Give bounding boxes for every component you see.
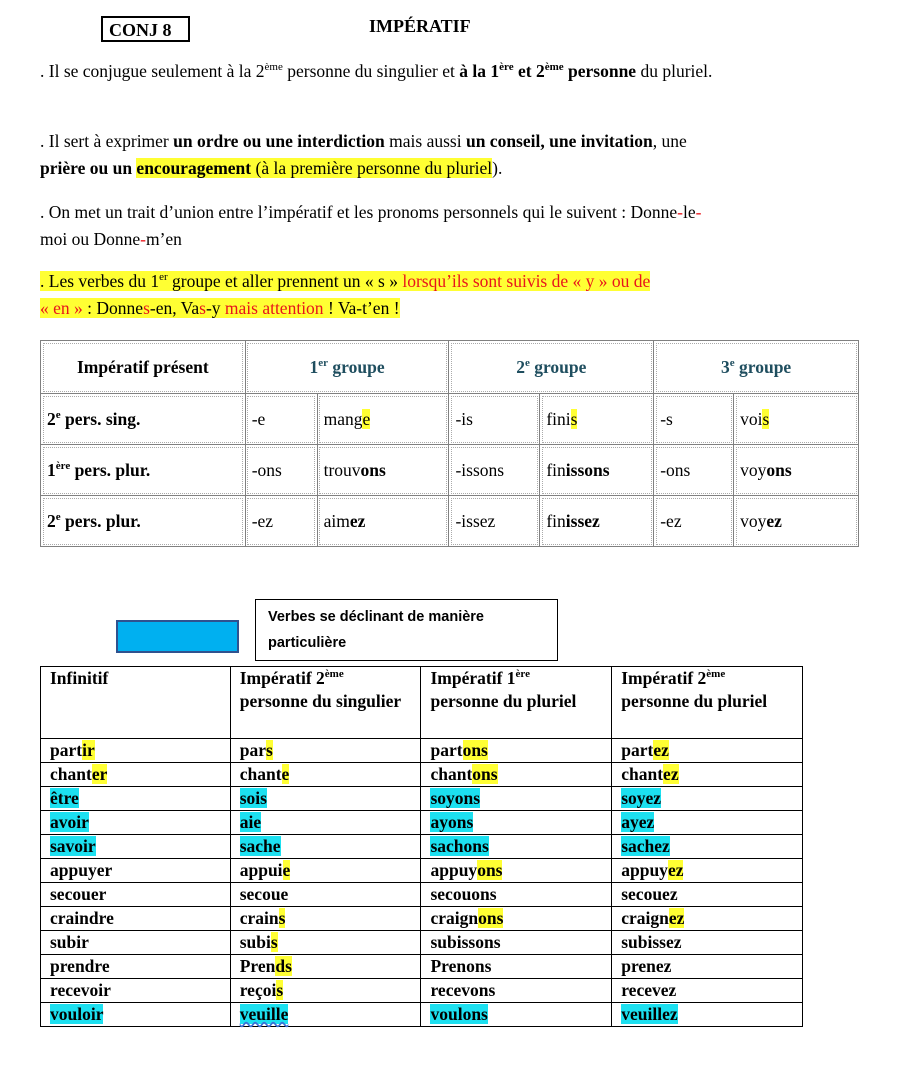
infinitive-cell: subir bbox=[41, 931, 231, 955]
imperative-2p-cell: recevez bbox=[612, 979, 803, 1003]
table-row bbox=[41, 811, 803, 835]
ending-cell: -ons bbox=[245, 445, 317, 496]
ending-cell: -s bbox=[654, 394, 734, 445]
infinitive-cell: prendre bbox=[41, 955, 231, 979]
example-cell: finissons bbox=[540, 445, 654, 496]
text: . Il se conjugue seulement à la 2 bbox=[40, 61, 265, 81]
example-cell: trouvons bbox=[317, 445, 449, 496]
group-header-1: 1er groupe bbox=[245, 341, 449, 394]
imperative-1p-cell: craignons bbox=[421, 907, 612, 931]
imperative-2s-cell: chante bbox=[230, 763, 421, 787]
row-header: 1ère pers. plur. bbox=[41, 445, 246, 496]
text-red: « en » bbox=[40, 298, 88, 318]
table-row bbox=[41, 859, 803, 883]
imperative-2p-cell: veuillez bbox=[612, 1003, 803, 1027]
text: ). bbox=[492, 158, 503, 178]
text: , une bbox=[652, 131, 687, 151]
table-row bbox=[41, 445, 859, 496]
imperative-1p-cell: appuyons bbox=[421, 859, 612, 883]
legend-color-swatch bbox=[116, 620, 239, 653]
paragraph-s-rule bbox=[40, 268, 820, 322]
header-imperative-2s: Impératif 2ème personne du singulier bbox=[230, 667, 421, 739]
table-row bbox=[41, 835, 803, 859]
text: . On met un trait d’union entre l’impératif et les pronoms personnels qui le suivent : Donne bbox=[40, 202, 678, 222]
legend-label: Verbes se déclinant de manière particulière bbox=[255, 599, 558, 661]
text: . Les verbes du 1 bbox=[40, 271, 160, 291]
row-header: 2e pers. plur. bbox=[41, 496, 246, 547]
imperative-1p-cell: partons bbox=[421, 739, 612, 763]
table-row bbox=[41, 787, 803, 811]
imperative-2s-cell: appuie bbox=[230, 859, 421, 883]
infinitive-cell: recevoir bbox=[41, 979, 231, 1003]
table-row bbox=[41, 739, 803, 763]
ending-cell: -e bbox=[245, 394, 317, 445]
corner-cell: Impératif présent bbox=[41, 341, 246, 394]
red-dash: - bbox=[140, 229, 146, 249]
imperative-1p-cell: chantons bbox=[421, 763, 612, 787]
example-cell: finis bbox=[540, 394, 654, 445]
imperative-2p-cell: sachez bbox=[612, 835, 803, 859]
header-infinitive: Infinitif bbox=[41, 667, 231, 739]
imperative-2s-cell: reçois bbox=[230, 979, 421, 1003]
text: . Il sert à exprimer bbox=[40, 131, 174, 151]
irregular-verbs-table bbox=[40, 666, 803, 1027]
ending-cell: -issons bbox=[449, 445, 540, 496]
imperative-2p-cell: soyez bbox=[612, 787, 803, 811]
text-red: lorsqu’ils sont suivis de « y » ou de bbox=[402, 271, 651, 291]
imperative-1p-cell: Prenons bbox=[421, 955, 612, 979]
imperative-2p-cell: prenez bbox=[612, 955, 803, 979]
table-header-row bbox=[41, 667, 803, 739]
text: du pluriel. bbox=[636, 61, 713, 81]
example-cell: voyons bbox=[734, 445, 859, 496]
imperative-2p-cell: ayez bbox=[612, 811, 803, 835]
example-cell: aimez bbox=[317, 496, 449, 547]
paragraph-usage bbox=[40, 128, 820, 182]
text-bold: prière ou un bbox=[40, 158, 137, 178]
table-row bbox=[41, 883, 803, 907]
imperative-2s-cell: sois bbox=[230, 787, 421, 811]
infinitive-cell: avoir bbox=[41, 811, 231, 835]
ending-cell: -ez bbox=[245, 496, 317, 547]
conj-badge: CONJ 8 bbox=[101, 16, 190, 42]
imperative-1p-cell: subissons bbox=[421, 931, 612, 955]
imperative-2s-cell: crains bbox=[230, 907, 421, 931]
text-bold: un conseil, une invitation bbox=[465, 131, 653, 151]
header-imperative-1p: Impératif 1ère personne du pluriel bbox=[421, 667, 612, 739]
table-row bbox=[41, 955, 803, 979]
table-row bbox=[41, 394, 859, 445]
imperative-2s-cell: subis bbox=[230, 931, 421, 955]
text-bold: et 2 bbox=[513, 61, 545, 81]
text-highlight: (à la première personne du pluriel bbox=[251, 158, 493, 178]
imperative-2s-cell: Prends bbox=[230, 955, 421, 979]
imperative-1p-cell: recevons bbox=[421, 979, 612, 1003]
text-highlight: encouragement bbox=[136, 158, 252, 178]
row-header: 2e pers. sing. bbox=[41, 394, 246, 445]
imperative-2p-cell: partez bbox=[612, 739, 803, 763]
ending-cell: -ons bbox=[654, 445, 734, 496]
red-dash: - bbox=[677, 202, 683, 222]
sup: ère bbox=[499, 61, 514, 74]
paragraph-hyphen bbox=[40, 199, 820, 253]
infinitive-cell: partir bbox=[41, 739, 231, 763]
text: mais aussi bbox=[384, 131, 466, 151]
sup: ème bbox=[264, 61, 283, 74]
red-dash: - bbox=[695, 202, 702, 222]
infinitive-cell: être bbox=[41, 787, 231, 811]
infinitive-cell: savoir bbox=[41, 835, 231, 859]
text-red: s bbox=[199, 298, 206, 318]
table-row bbox=[41, 763, 803, 787]
imperative-2s-cell: veuille bbox=[230, 1003, 421, 1027]
text: moi ou Donne bbox=[40, 229, 141, 249]
imperative-2p-cell: chantez bbox=[612, 763, 803, 787]
text: m’en bbox=[145, 229, 182, 249]
example-cell: mange bbox=[317, 394, 449, 445]
ending-cell: -is bbox=[449, 394, 540, 445]
example-cell: voyez bbox=[734, 496, 859, 547]
text: groupe et aller prennent un « s » bbox=[167, 271, 403, 291]
infinitive-cell: appuyer bbox=[41, 859, 231, 883]
example-cell: vois bbox=[734, 394, 859, 445]
text: -y bbox=[205, 298, 225, 318]
text: ! Va-t’en ! bbox=[323, 298, 400, 318]
imperative-1p-cell: secouons bbox=[421, 883, 612, 907]
text: personne du singulier et bbox=[282, 61, 460, 81]
infinitive-cell: craindre bbox=[41, 907, 231, 931]
example-cell: finissez bbox=[540, 496, 654, 547]
table-row bbox=[41, 496, 859, 547]
paragraph-persons bbox=[40, 58, 820, 85]
text-bold: à la 1 bbox=[459, 61, 500, 81]
imperative-1p-cell: soyons bbox=[421, 787, 612, 811]
table-header-row bbox=[41, 341, 859, 394]
imperative-2p-cell: subissez bbox=[612, 931, 803, 955]
infinitive-cell: chanter bbox=[41, 763, 231, 787]
table-row bbox=[41, 979, 803, 1003]
infinitive-cell: secouer bbox=[41, 883, 231, 907]
ending-cell: -issez bbox=[449, 496, 540, 547]
imperative-1p-cell: voulons bbox=[421, 1003, 612, 1027]
sup: ème bbox=[544, 61, 564, 74]
imperative-2s-cell: pars bbox=[230, 739, 421, 763]
imperative-2p-cell: appuyez bbox=[612, 859, 803, 883]
endings-table bbox=[40, 340, 859, 547]
text-bold: un ordre ou une interdiction bbox=[173, 131, 385, 151]
imperative-1p-cell: ayons bbox=[421, 811, 612, 835]
imperative-2s-cell: aie bbox=[230, 811, 421, 835]
imperative-2s-cell: sache bbox=[230, 835, 421, 859]
group-header-2: 2e groupe bbox=[449, 341, 654, 394]
text: le bbox=[682, 202, 696, 222]
group-header-3: 3e groupe bbox=[654, 341, 859, 394]
imperative-2s-cell: secoue bbox=[230, 883, 421, 907]
text: : Donne bbox=[87, 298, 144, 318]
header-imperative-2p: Impératif 2ème personne du pluriel bbox=[612, 667, 803, 739]
text-red: s bbox=[143, 298, 150, 318]
infinitive-cell: vouloir bbox=[41, 1003, 231, 1027]
imperative-1p-cell: sachons bbox=[421, 835, 612, 859]
text-bold: personne bbox=[563, 61, 637, 81]
page-title: IMPÉRATIF bbox=[369, 16, 471, 36]
imperative-2p-cell: secouez bbox=[612, 883, 803, 907]
imperative-2p-cell: craignez bbox=[612, 907, 803, 931]
table-row bbox=[41, 907, 803, 931]
text: -en, Va bbox=[149, 298, 200, 318]
table-row bbox=[41, 1003, 803, 1027]
table-row bbox=[41, 931, 803, 955]
text-red: mais attention bbox=[224, 298, 324, 318]
sup: er bbox=[159, 271, 168, 284]
ending-cell: -ez bbox=[654, 496, 734, 547]
